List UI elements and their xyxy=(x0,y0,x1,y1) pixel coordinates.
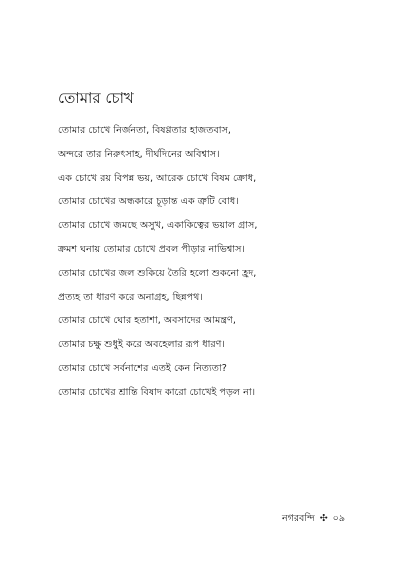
poem-line: তোমার চোখে নির্জনতা, বিষণ্ণতার হাজতবাস, xyxy=(58,125,231,136)
poem-body xyxy=(58,122,257,408)
poem-line: এক চোখে রয় বিপন্ন ভয়, আরেক চোখে বিষম ক্রোধ, xyxy=(58,172,257,184)
poem-line: তোমার চোখে সর্বনাশের এতই কেন নিত্যতা? xyxy=(58,362,227,374)
poem-line: ক্রমশ ঘনায় তোমার চোখে প্রবল পীড়ার নাভিশ্বাস। xyxy=(58,243,245,255)
poem-line: তোমার চোখের অন্ধকারে চূড়ান্ত এক ত্রুটি বোধ। xyxy=(58,196,239,208)
poem-line: অন্দরে তার নিরুৎসাহ, দীর্ঘদিনের অবিশ্বাস। xyxy=(58,148,220,160)
poem-title: তোমার চোখ xyxy=(58,89,134,107)
poem-line: তোমার চোখে ঘোর হতাশা, অবসাদের আমন্ত্রণ, xyxy=(58,315,236,327)
poem-line: তোমার চোখের শ্রান্তি বিষাদ কারো চোখেই পড়ল না। xyxy=(58,386,256,398)
book-title: নগরবন্দি xyxy=(281,513,315,524)
poem-line: প্রত্যহ তা ধারণ করে অনাগ্রহ, ছিন্নপথ। xyxy=(58,291,203,303)
page-footer xyxy=(282,512,345,526)
page-number: ০৯ xyxy=(332,513,345,524)
poem-line: তোমার চক্ষু শুধুই করে অবহেলার রূপ ধারণ। xyxy=(58,339,225,351)
poem-line: তোমার চোখে জমছে অসুখ, একাকিত্বের ভয়াল গ্রাস, xyxy=(58,220,258,232)
poem-line: তোমার চোখের জল শুকিয়ে তৈরি হলো শুকনো হ্রদ, xyxy=(58,267,257,279)
ornament-icon: ✣ xyxy=(319,513,328,524)
